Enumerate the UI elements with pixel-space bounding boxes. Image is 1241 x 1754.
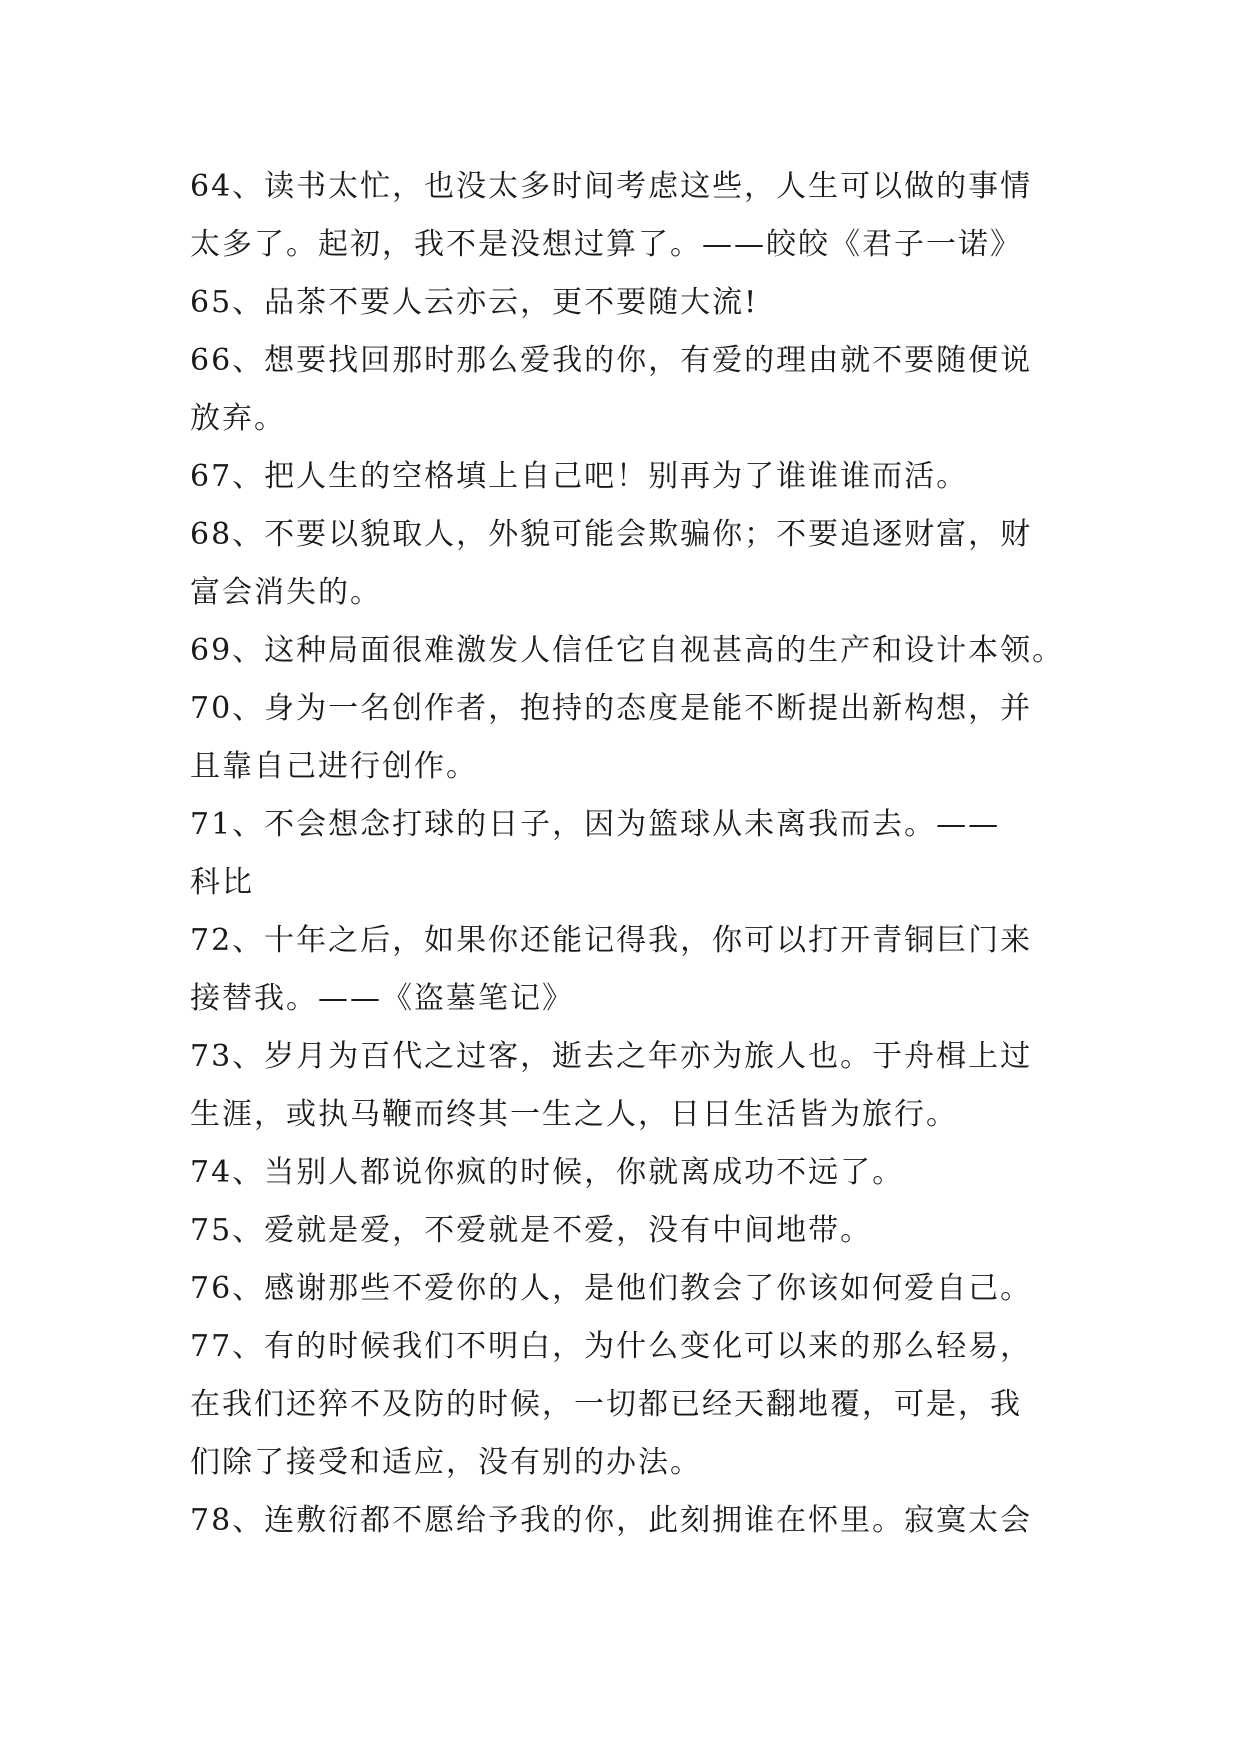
text-line: 74、当别人都说你疯的时候，你就离成功不远了。: [190, 1155, 905, 1190]
text-line: 生涯，或执马鞭而终其一生之人，日日生活皆为旅行。: [190, 1097, 958, 1132]
text-line: 太多了。起初，我不是没想过算了。——皎皎《君子一诺》: [190, 227, 1022, 262]
text-line: 富会消失的。: [190, 575, 382, 610]
text-line: 放弃。: [190, 401, 286, 436]
text-line: 72、十年之后，如果你还能记得我，你可以打开青铜巨门来: [190, 923, 1033, 958]
text-line: 68、不要以貌取人，外貌可能会欺骗你；不要追逐财富，财: [190, 517, 1033, 552]
text-line: 科比: [190, 865, 254, 900]
quote-list: [190, 158, 1070, 1550]
text-line: 65、品茶不要人云亦云，更不要随大流!: [190, 285, 759, 320]
text-line: 75、爱就是爱，不爱就是不爱，没有中间地带。: [190, 1213, 873, 1248]
text-line: 67、把人生的空格填上自己吧！别再为了谁谁谁而活。: [190, 459, 969, 494]
text-line: 77、有的时候我们不明白，为什么变化可以来的那么轻易，: [190, 1329, 1033, 1364]
text-line: 在我们还猝不及防的时候，一切都已经天翻地覆，可是，我: [190, 1387, 1022, 1422]
text-line: 78、连敷衍都不愿给予我的你，此刻拥谁在怀里。寂寞太会: [190, 1503, 1033, 1538]
text-line: 66、想要找回那时那么爱我的你，有爱的理由就不要随便说: [190, 343, 1033, 378]
text-line: 接替我。——《盗墓笔记》: [190, 981, 574, 1016]
text-line: 且靠自己进行创作。: [190, 749, 478, 784]
text-line: 69、这种局面很难激发人信任它自视甚高的生产和设计本领。: [190, 633, 1065, 668]
text-line: 73、岁月为百代之过客，逝去之年亦为旅人也。于舟楫上过: [190, 1039, 1033, 1074]
text-line: 71、不会想念打球的日子，因为篮球从未离我而去。——: [190, 807, 1001, 842]
text-line: 70、身为一名创作者，抱持的态度是能不断提出新构想，并: [190, 691, 1033, 726]
text-line: 76、感谢那些不爱你的人，是他们教会了你该如何爱自己。: [190, 1271, 1033, 1306]
text-line: 64、读书太忙，也没太多时间考虑这些，人生可以做的事情: [190, 169, 1033, 204]
text-line: 们除了接受和适应，没有别的办法。: [190, 1445, 702, 1480]
